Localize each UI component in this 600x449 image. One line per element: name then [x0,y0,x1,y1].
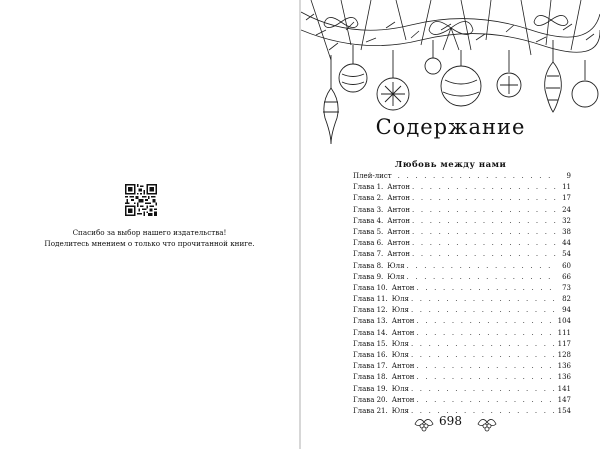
toc-page: 104 [557,317,571,326]
toc-narrator: Антон [391,362,415,371]
toc-page: 154 [557,406,571,415]
toc-entry[interactable] [353,172,571,183]
toc-narrator: Юля [391,406,409,415]
toc-entry[interactable] [353,284,571,295]
toc-narrator: Юля [391,384,409,393]
toc-entry[interactable] [353,329,571,340]
toc-page: 136 [557,373,571,382]
toc-chapter: Глава 11. [353,295,388,304]
table-of-contents [353,172,571,418]
thanks-line-1: Спасибо за выбор нашего издательства! [72,228,227,237]
toc-page: 11 [562,183,571,192]
toc-chapter: Глава 5. [353,227,384,236]
toc-leader-dots [416,284,557,292]
toc-entry[interactable] [353,385,571,396]
toc-page: 147 [557,395,571,404]
toc-narrator: Антон [387,227,411,236]
book-subtitle: Любовь между нами [394,160,507,170]
toc-entry[interactable] [353,306,571,317]
toc-chapter: Глава 10. [353,283,388,292]
holly-sprig-icon [476,414,498,432]
qr-code-icon [125,184,157,216]
toc-narrator: Антон [391,328,415,337]
toc-page: 82 [562,295,571,304]
toc-page: 128 [557,351,571,359]
toc-page: 24 [562,205,571,214]
toc-chapter: Глава 2. [353,194,384,203]
thanks-note [0,227,299,249]
toc-leader-dots [411,295,557,303]
toc-page: 17 [562,194,571,203]
toc-entry[interactable] [353,228,571,239]
toc-chapter: Глава 7. [353,250,384,259]
toc-narrator: Антон [391,373,415,382]
toc-page: 44 [562,239,571,248]
toc-entry[interactable] [353,396,571,407]
toc-entry[interactable] [353,239,571,250]
toc-narrator: Антон [387,239,411,248]
toc-page: 66 [562,272,571,281]
toc-chapter: Глава 16. [353,351,388,359]
toc-chapter: Глава 8. [353,261,384,270]
toc-chapter: Глава 20. [353,395,388,404]
toc-entry[interactable] [353,250,571,261]
toc-chapter: Глава 21. [353,406,388,415]
toc-narrator: Антон [387,194,411,203]
toc-chapter: Глава 6. [353,239,384,248]
left-page [0,0,299,449]
toc-narrator: Антон [391,317,415,326]
toc-narrator: Антон [391,283,415,292]
toc-narrator: Антон [387,205,411,214]
toc-chapter: Глава 12. [353,306,388,315]
toc-leader-dots [412,239,557,247]
right-page [301,0,600,449]
toc-chapter: Глава 9. [353,272,384,281]
toc-page: 54 [562,250,571,259]
toc-narrator: Юля [391,351,409,359]
toc-chapter: Глава 14. [353,328,388,337]
toc-entry[interactable] [353,351,571,362]
toc-entry[interactable] [353,183,571,194]
toc-leader-dots [411,351,556,359]
toc-page: 94 [562,306,571,315]
toc-leader-dots [412,250,557,258]
toc-narrator: Юля [391,295,409,304]
toc-page: 111 [557,328,571,337]
toc-leader-dots [416,362,555,370]
toc-chapter: Глава 19. [353,384,388,393]
toc-entry[interactable] [353,273,571,284]
toc-chapter: Глава 15. [353,339,388,348]
toc-entry[interactable] [353,217,571,228]
page-number: 698 [439,414,462,428]
toc-narrator: Юля [387,261,405,270]
toc-chapter: Глава 4. [353,216,384,225]
toc-leader-dots [412,228,557,236]
toc-chapter: Глава 13. [353,317,388,326]
toc-leader-dots [416,317,555,325]
toc-narrator: Юля [391,339,409,348]
toc-narrator: Антон [387,250,411,259]
toc-narrator: Антон [387,216,411,225]
toc-page: 60 [562,261,571,270]
toc-entry[interactable] [353,262,571,273]
thanks-line-2: Поделитесь мнением о только что прочитанной книге. [44,239,255,248]
toc-page: 9 [566,172,571,180]
toc-entry[interactable] [353,194,571,205]
toc-page: 73 [562,283,571,292]
toc-entry[interactable] [353,206,571,217]
toc-page: 141 [557,384,571,393]
toc-entry[interactable] [353,317,571,328]
toc-chapter: Глава 3. [353,205,384,214]
toc-leader-dots [407,273,558,281]
toc-entry[interactable] [353,373,571,384]
toc-leader-dots [411,306,557,314]
toc-leader-dots [412,206,557,214]
toc-page: 38 [562,227,571,236]
toc-narrator: Юля [387,272,405,281]
toc-leader-dots [412,194,557,202]
toc-leader-dots [407,262,558,270]
toc-leader-dots [412,217,557,225]
toc-leader-dots [398,172,557,180]
toc-chapter: Глава 17. [353,362,388,371]
toc-leader-dots [416,396,555,404]
toc-narrator: Юля [391,306,409,315]
toc-page: 117 [557,339,571,348]
toc-page: 32 [562,216,571,225]
toc-leader-dots [411,340,556,348]
toc-chapter: Глава 1. [353,183,384,192]
toc-entry[interactable] [353,340,571,351]
toc-narrator: Антон [387,183,411,192]
toc-leader-dots [412,183,557,191]
toc-leader-dots [416,329,555,337]
toc-chapter: Глава 18. [353,373,388,382]
toc-entry[interactable] [353,295,571,306]
toc-entry[interactable] [353,362,571,373]
toc-title: Содержание [375,115,526,139]
toc-leader-dots [416,373,555,381]
toc-narrator: Антон [391,395,415,404]
toc-page: 136 [557,362,571,371]
toc-chapter: Плей-лист [353,172,392,180]
toc-leader-dots [411,385,556,393]
